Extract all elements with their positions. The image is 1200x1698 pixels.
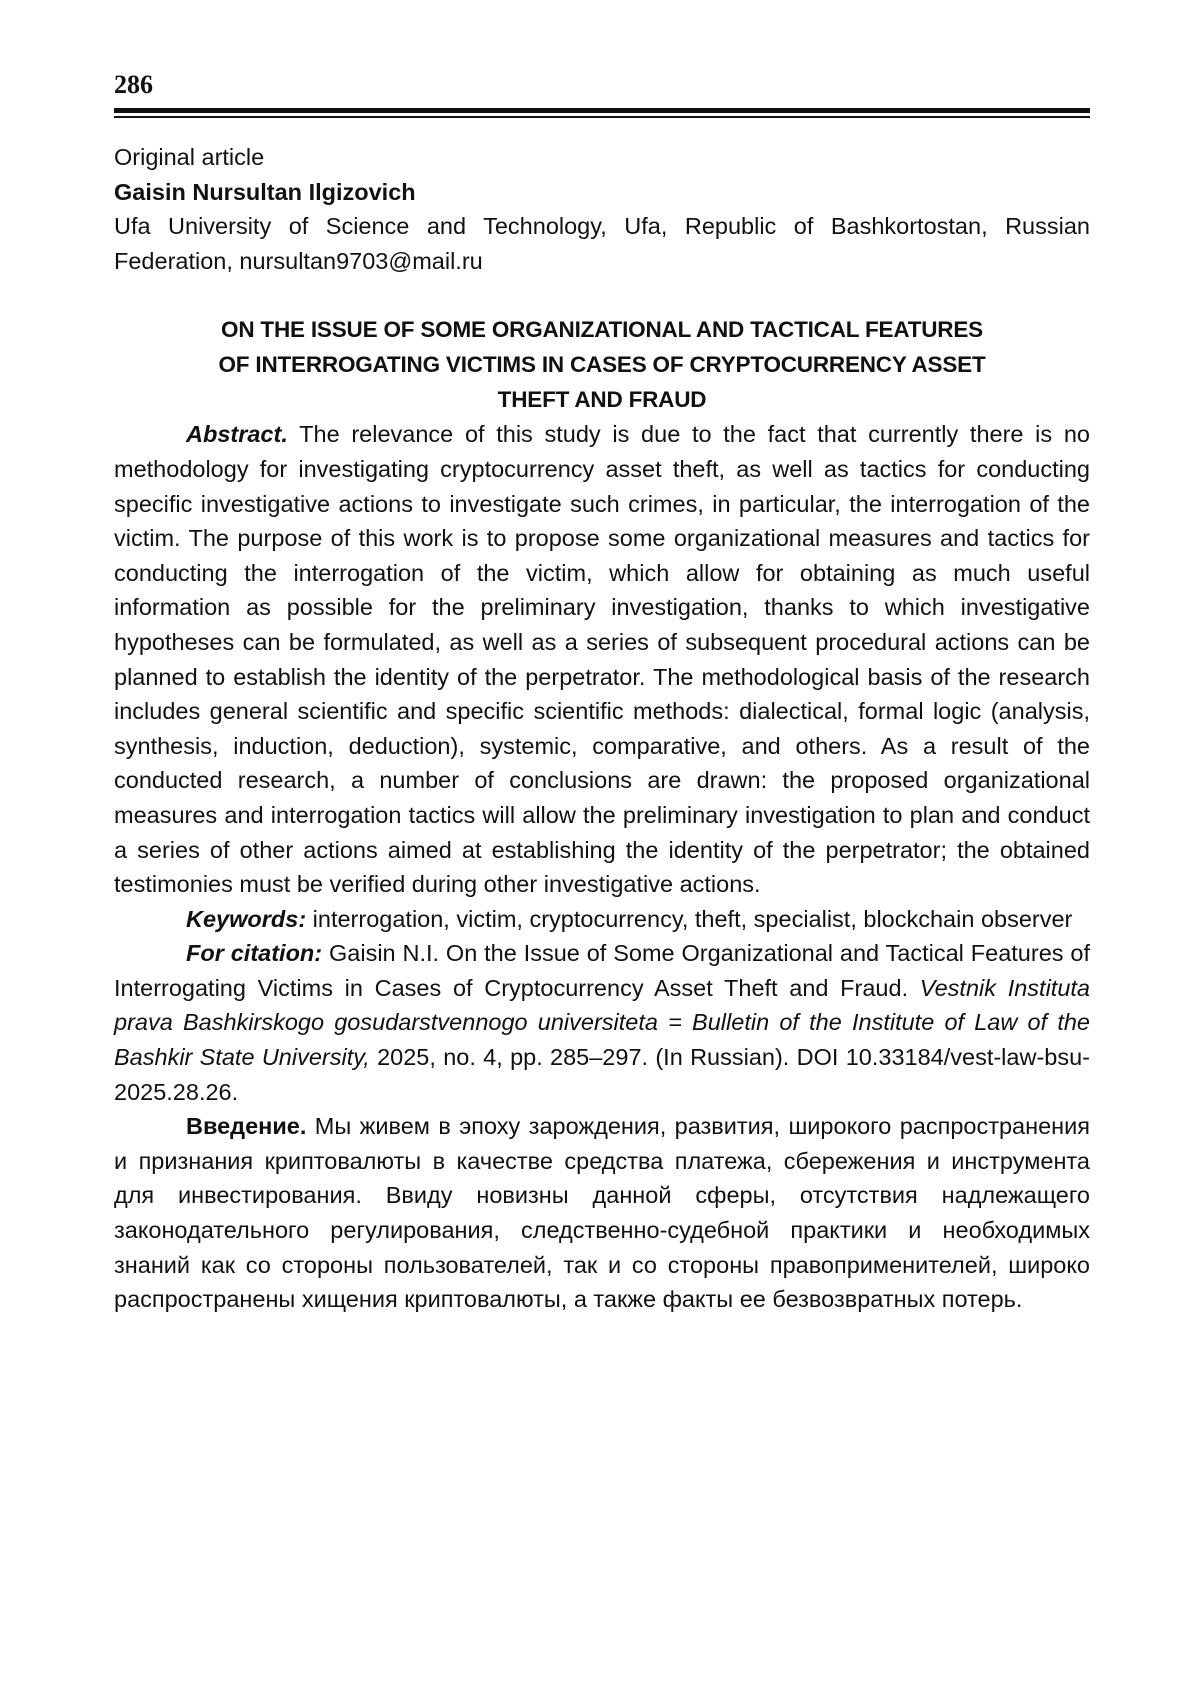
keywords-text: interrogation, victim, cryptocurrency, theft, specialist, blockchain observer [306,905,1073,932]
header-rule-thin [114,116,1090,118]
abstract-text: The relevance of this study is due to the fact that currently there is no methodology for investigating cryptocurrency asset theft, as well as tactics for conducting specific investigative actions to investigate such crimes, in particular, the interrogation of the victim. The purpose of this work is to propose some organizational measures and tactics for conducting the interrogation of the victim, which allow for obtaining as much useful information as possible for the preliminary investigation, thanks to which investigative hypotheses can be formulated, as well as a series of subsequent procedural actions can be planned to establish the identity of the perpetrator. The methodological basis of the research includes general scientific and specific scientific methods: dialectical, formal logic (analysis, synthesis, induction, deduction), systemic, comparative, and others. As a result of the conducted research, a number of conclusions are drawn: the proposed organizational measures and interrogation tactics will allow the preliminary investigation to plan and conduct a series of other actions aimed at establishing the identity of the perpetrator; the obtained testimonies must be verified during other investigative actions. [114,421,1090,898]
page-number: 286 [114,70,153,99]
citation-paragraph [114,936,1090,1109]
keywords-paragraph [114,902,1090,937]
introduction-label: Введение. [186,1113,307,1140]
title-line: OF INTERROGATING VICTIMS IN CASES OF CRYPTOCURRENCY ASSET [218,352,986,378]
citation-details: 2025, no. 4, pp. 285–297. (In Russian). DOI 10.33184/vest-law-bsu-2025.28.26. [114,1044,1090,1105]
abstract-paragraph [114,417,1090,901]
citation-label: For citation: [186,940,323,967]
introduction-paragraph [114,1109,1090,1317]
abstract-label: Abstract. [186,421,288,448]
author-name: Gaisin Nursultan Ilgizovich [114,178,416,205]
author-affiliation: Ufa University of Science and Technology, Ufa, Republic of Bashkortostan, Russian Federation, nursultan9703@mail.ru [114,213,1090,274]
citation-text: Gaisin N.I. On the Issue of Some Organizational and Tactical Features of Interrogating Victims in Cases of Cryptocurrency Asset Theft and Fraud. [114,940,1090,1001]
article-type: Original article [114,144,265,170]
title-line: THEFT AND FRAUD [497,387,707,413]
article-title [114,312,1090,417]
article-body [114,140,1090,1317]
keywords-label: Keywords: [186,905,307,932]
header-rule-thick [114,108,1090,113]
introduction-text: Мы живем в эпоху зарождения, развития, широкого распространения и признания криптовалюты в качестве средства платежа, сбережения и инструмента для инвестирования. Ввиду новизны данной сферы, отсутствия надлежащего законодательного регулирования, следственно-судебной практики и необходимых знаний как со стороны пользователей, так и со стороны правоприменителей, широко распространены хищения криптовалюты, а также факты ее безвозвратных потерь. [114,1113,1090,1313]
title-line: ON THE ISSUE OF SOME ORGANIZATIONAL AND TACTICAL FEATURES [221,317,983,343]
citation-journal: Vestnik Instituta prava Bashkirskogo gosudarstvennogo universiteta = Bulletin of the Institute of Law of the Bashkir State University, [114,974,1090,1071]
